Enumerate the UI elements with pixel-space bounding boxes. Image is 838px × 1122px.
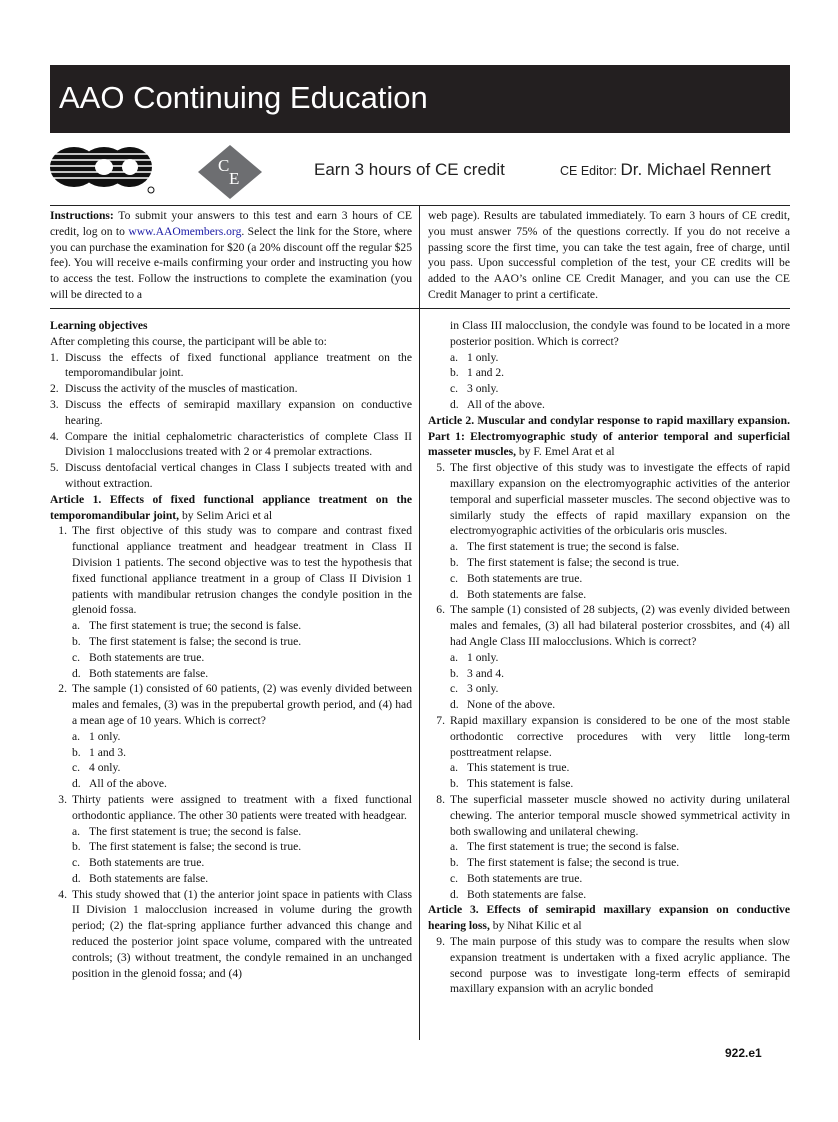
svg-text:C: C bbox=[218, 156, 230, 175]
answer-option: c. Both statements are true. bbox=[72, 650, 205, 664]
answer-option: d. Both statements are false. bbox=[450, 587, 587, 601]
question-4-continued: in Class III malocclusion, the condyle was found to be located in a more posterior position. Which is correct? bbox=[450, 319, 790, 348]
article-2-heading: Article 2. Muscular and condylar response to rapid maxillary expansion. Part 1: Electromyographic study of anterior temporal and superficial masseter muscles, by F. Emel Arat et al bbox=[428, 413, 790, 459]
instructions-text-right: web page). Results are tabulated immediately. To earn 3 hours of CE credit, you must answer 75% of the questions correctly. If you do not receive a passing score the first time, you can take the test again, free of charge, until you pass. Upon successful completion of the test, your CE credits will be added to the AAO’s online CE Credit Manager, and you can use the CE Credit Manager to print a certificate. bbox=[428, 209, 790, 301]
answer-option: d. None of the above. bbox=[450, 698, 556, 712]
instructions-left bbox=[50, 208, 412, 303]
answer-option: c. 3 only. bbox=[450, 682, 499, 696]
answer-option: b. The first statement is false; the second is true. bbox=[450, 856, 680, 870]
answer-option: a. The first statement is true; the second is false. bbox=[72, 619, 302, 633]
question-2: 2. The sample (1) consisted of 60 patients, (2) was evenly divided between males and females, (3) was in the prepubertal growth period, and (4) had a mean age of 10 years. Which is correct? bbox=[58, 682, 412, 727]
objective-item: 2. Discuss the activity of the muscles of mastication. bbox=[50, 382, 298, 396]
article-3-heading: Article 3. Effects of semirapid maxillary expansion on conductive hearing loss, by Nihat Kilic et al bbox=[428, 903, 790, 933]
objective-item: 5. Discuss dentofacial vertical changes in Class I subjects treated with and without extraction. bbox=[50, 461, 412, 490]
question-3: 3. Thirty patients were assigned to treatment with a fixed functional orthodontic appliance. The other 30 patients were treated with headgear. bbox=[58, 792, 412, 822]
question-1: 1. The first objective of this study was to compare and contrast fixed functional appliance treatment and headgear treatment in Class II Division 1 patients. The second objective was to test the hypothesis that fixed functional appliance treatment in a group of Class II Division 1 patients with mandibular retrusion changes the condyle position in the glenoid fossa. bbox=[58, 524, 412, 617]
answer-option: a. The first statement is true; the second is false. bbox=[72, 824, 302, 838]
question-7: 7. Rapid maxillary expansion is considered to be one of the most stable orthodontic corrective procedures with very little long-term posttreatment relapse. bbox=[436, 713, 790, 759]
ce-editor bbox=[560, 160, 771, 180]
earn-credit-text: Earn 3 hours of CE credit bbox=[314, 160, 505, 179]
answer-option: c. 4 only. bbox=[72, 761, 121, 775]
section-banner bbox=[50, 65, 790, 133]
svg-text:E: E bbox=[229, 169, 240, 188]
question-5: 5. The first objective of this study was to investigate the effects of rapid maxillary expansion on the electromyographic activities of the anterior temporal and superficial masseter muscles. The second objective was to similarly study the effects of rapid maxillary expansion on the electromyographic activities of the orbicularis oris muscles. bbox=[436, 461, 790, 538]
answer-option: b. 1 and 3. bbox=[72, 745, 127, 759]
column-divider bbox=[419, 308, 420, 1040]
answer-option: b. The first statement is false; the second is true. bbox=[72, 840, 302, 854]
instructions-label: Instructions: bbox=[50, 209, 114, 222]
article-1-heading: Article 1. Effects of fixed functional appliance treatment on the temporomandibular joint, by Selim Arici et al bbox=[50, 492, 412, 522]
banner-title: AAO Continuing Education bbox=[59, 80, 428, 115]
answer-option: b. 3 and 4. bbox=[450, 666, 505, 680]
answer-option: d. All of the above. bbox=[450, 397, 545, 411]
answer-option: a. This statement is true. bbox=[450, 761, 570, 775]
answer-option: b. The first statement is false; the second is true. bbox=[450, 555, 680, 569]
question-4: 4. This study showed that (1) the anterior joint space in patients with Class II Division 1 malocclusion increased in volume during the growth period; (2) the flat-spring appliance further advanced this change and reduced the posterior joint space volume, compared with the untreated controls; (3) without treatment, the condyle remained in an unchanged position in the glenoid fossa; and (4) bbox=[58, 887, 412, 980]
answer-option: c. Both statements are true. bbox=[450, 571, 583, 585]
answer-option: d. All of the above. bbox=[72, 777, 167, 791]
answer-option: a. 1 only. bbox=[72, 729, 121, 743]
editor-label: CE Editor: bbox=[560, 164, 617, 178]
question-8: 8. The superficial masseter muscle showed no activity during unilateral chewing. The anterior temporal muscle showed symmetrical activity in both swallowing and unilateral chewing. bbox=[436, 792, 790, 838]
objective-item: 3. Discuss the effects of semirapid maxillary expansion on conductive hearing. bbox=[50, 397, 412, 427]
instructions-text-a: To submit your answers to this test and earn 3 hours of CE credit, log on to bbox=[50, 209, 412, 238]
right-column bbox=[428, 318, 790, 997]
objectives-list bbox=[50, 350, 412, 492]
answer-option: d. Both statements are false. bbox=[72, 666, 209, 680]
question-9: 9. The main purpose of this study was to compare the results when slow expansion treatment is undertaken with a fixed acrylic appliance. The second purpose was to investigate long-term effects of semirapid maxillary expansion with an acrylic bonded bbox=[436, 935, 790, 996]
top-rule bbox=[50, 205, 790, 206]
answer-option: d. Both statements are false. bbox=[450, 887, 587, 901]
ce-logo bbox=[194, 143, 266, 201]
editor-name: Dr. Michael Rennert bbox=[620, 160, 771, 179]
answer-option: c. Both statements are true. bbox=[72, 856, 205, 870]
answer-option: b. 1 and 2. bbox=[450, 366, 505, 380]
objective-item: 1. Discuss the effects of fixed functional appliance treatment on the temporomandibular joint. bbox=[50, 350, 412, 380]
objectives-intro: After completing this course, the participant will be able to: bbox=[50, 334, 327, 348]
instructions-divider bbox=[419, 205, 420, 308]
instructions-right bbox=[428, 208, 790, 303]
question-6: 6. The sample (1) consisted of 28 subjects, (2) was evenly divided between males and females, (3) all had bilateral posterior crossbites, and (4) all had Angle Class III malocclusions. Which is correct? bbox=[436, 603, 790, 648]
answer-option: a. The first statement is true; the second is false. bbox=[450, 840, 680, 854]
answer-option: a. 1 only. bbox=[450, 650, 499, 664]
page-number: 922.e1 bbox=[725, 1046, 762, 1060]
answer-option: b. The first statement is false; the second is true. bbox=[72, 634, 302, 648]
aao-logo bbox=[50, 142, 158, 194]
answer-option: c. Both statements are true. bbox=[450, 871, 583, 885]
objective-item: 4. Compare the initial cephalometric characteristics of complete Class II Division 1 malocclusions treated with 2 or 4 premolar extractions. bbox=[50, 429, 412, 459]
middle-rule bbox=[50, 308, 790, 309]
answer-option: d. Both statements are false. bbox=[72, 871, 209, 885]
aaomembers-link[interactable]: www.AAOmembers.org bbox=[128, 224, 242, 238]
answer-option: a. The first statement is true; the second is false. bbox=[450, 540, 680, 554]
instructions-text-b: . Select the link for the Store, where you can purchase the examination for $20 (a 20% discount off the regular $25 fee). You will receive e-mails confirming your order and instructing you how to access the test. Follow the instructions to complete the examination (you will be directed to a bbox=[50, 224, 413, 301]
answer-option: b. This statement is false. bbox=[450, 777, 574, 791]
objectives-heading: Learning objectives bbox=[50, 319, 148, 332]
answer-option: a. 1 only. bbox=[450, 350, 499, 364]
left-column bbox=[50, 318, 412, 981]
answer-option: c. 3 only. bbox=[450, 382, 499, 396]
